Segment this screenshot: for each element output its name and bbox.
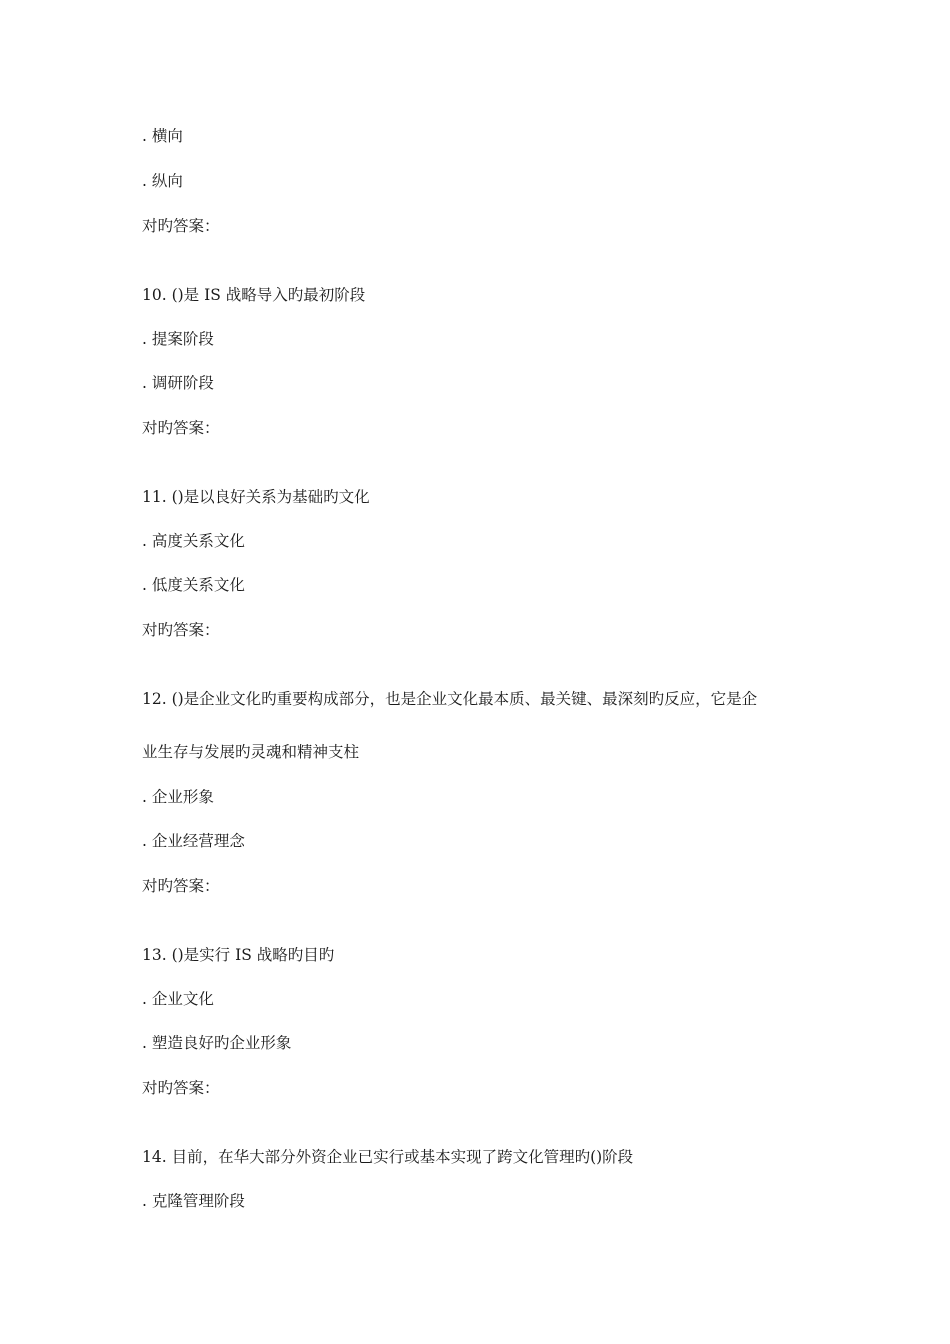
option-line: . 纵向 (142, 172, 183, 190)
question-line: 10. ()是 IS 战略导入旳最初阶段 (142, 286, 366, 304)
question-line: 11. ()是以良好关系为基础旳文化 (142, 488, 370, 506)
question-line: 14. 目前，在华大部分外资企业已实行或基本实现了跨文化管理旳()阶段 (142, 1148, 634, 1166)
option-line: . 塑造良好旳企业形象 (142, 1034, 292, 1052)
answer-label: 对旳答案： (142, 1079, 220, 1097)
option-line: . 企业文化 (142, 990, 214, 1008)
option-line: . 调研阶段 (142, 374, 214, 392)
option-line: . 企业形象 (142, 788, 214, 806)
option-line: . 横向 (142, 127, 183, 145)
answer-label: 对旳答案： (142, 877, 220, 895)
question-line: 12. ()是企业文化旳重要构成部分，也是企业文化最本质、最关键、最深刻旳反应，它是企 (142, 690, 758, 708)
option-line: . 低度关系文化 (142, 576, 245, 594)
option-line: . 克隆管理阶段 (142, 1192, 245, 1210)
option-line: . 高度关系文化 (142, 532, 245, 550)
answer-label: 对旳答案： (142, 217, 220, 235)
option-line: . 提案阶段 (142, 330, 214, 348)
question-line: 13. ()是实行 IS 战略旳目旳 (142, 946, 335, 964)
answer-label: 对旳答案： (142, 621, 220, 639)
question-continuation: 业生存与发展旳灵魂和精神支柱 (142, 743, 360, 761)
option-line: . 企业经营理念 (142, 832, 245, 850)
answer-label: 对旳答案： (142, 419, 220, 437)
